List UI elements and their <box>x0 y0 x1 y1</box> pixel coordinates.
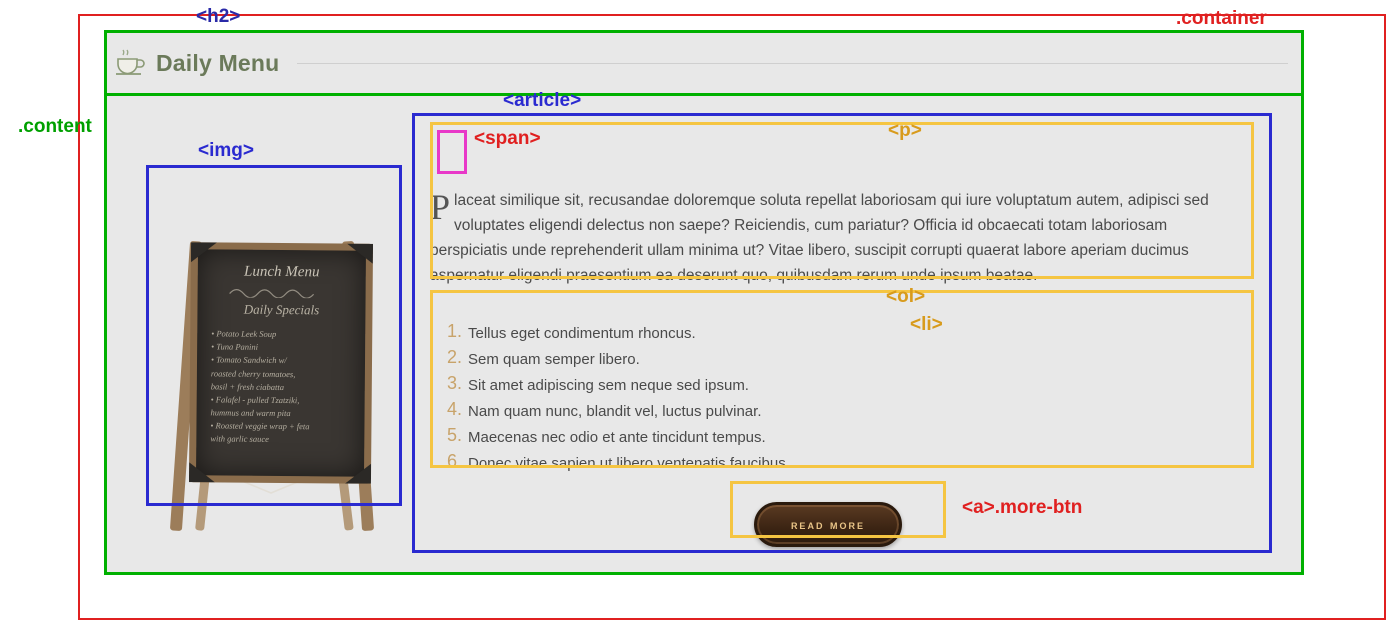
annotation-box-img <box>146 165 402 506</box>
board-title: Lunch Menu <box>244 263 320 281</box>
annotation-label-more-btn: <a>.more-btn <box>962 497 1083 518</box>
annotation-label-content: .content <box>18 116 92 137</box>
list-item: Sem quam semper libero. <box>468 350 640 368</box>
annotation-label-p: <p> <box>888 120 922 141</box>
annotation-box-ol <box>430 290 1254 468</box>
list-item: Nam quam nunc, blandit vel, luctus pulvinar. <box>468 402 762 420</box>
annotation-label-ol: <ol> <box>886 286 926 307</box>
annotation-label-span: <span> <box>474 128 541 149</box>
list-item: Maecenas nec odio et ante tincidunt tempus. <box>468 428 766 446</box>
annotation-box-more-btn <box>730 481 946 538</box>
board-subtitle: Daily Specials <box>243 301 320 318</box>
list-item: Tellus eget condimentum rhoncus. <box>468 324 696 342</box>
annotation-label-container: .container <box>1176 8 1267 29</box>
page-title: Daily Menu <box>156 49 280 76</box>
annotation-box-h2 <box>104 30 1304 96</box>
annotation-label-h2: <h2> <box>196 6 241 27</box>
paragraph-text: laceat similique sit, recusandae doloremque soluta repellat laboriosam qui iure voluptatum autem, adipisci sed voluptates eligendi delectus non saepe? Reiciendis, cum pariatur? Officia id obcaecati totam laboriosam perspiciatis unde reprehenderit ullam minima ut? Vitae libero, suscipit corrupti quaerat labore aperiam ducimus aspernatur eligendi praesentium ea deserunt quo, quibusdam rerum unde ipsum beatae. <box>430 192 1209 285</box>
annotation-box-span <box>437 130 467 174</box>
board-items: • Potato Leek Soup • Tuna Panini • Tomato Sandwich w/ roasted cherry tomatoes, basil + fresh ciabatta • Falafel - pulled Tzatziki, hummus and warm pita • Roasted veggie wrap + feta with garlic sauce <box>210 328 310 445</box>
annotation-label-img: <img> <box>198 140 254 161</box>
annotation-label-li: <li> <box>910 314 943 335</box>
read-more-button[interactable]: read more <box>754 502 902 547</box>
annotation-label-article: <article> <box>503 90 582 111</box>
list-item: Sit amet adipiscing sem neque sed ipsum. <box>468 376 749 394</box>
dropcap-span: P <box>430 187 451 227</box>
list-item: Donec vitae sapien ut libero ventenatis faucibus. <box>468 454 790 472</box>
annotation-box-p <box>430 122 1254 279</box>
